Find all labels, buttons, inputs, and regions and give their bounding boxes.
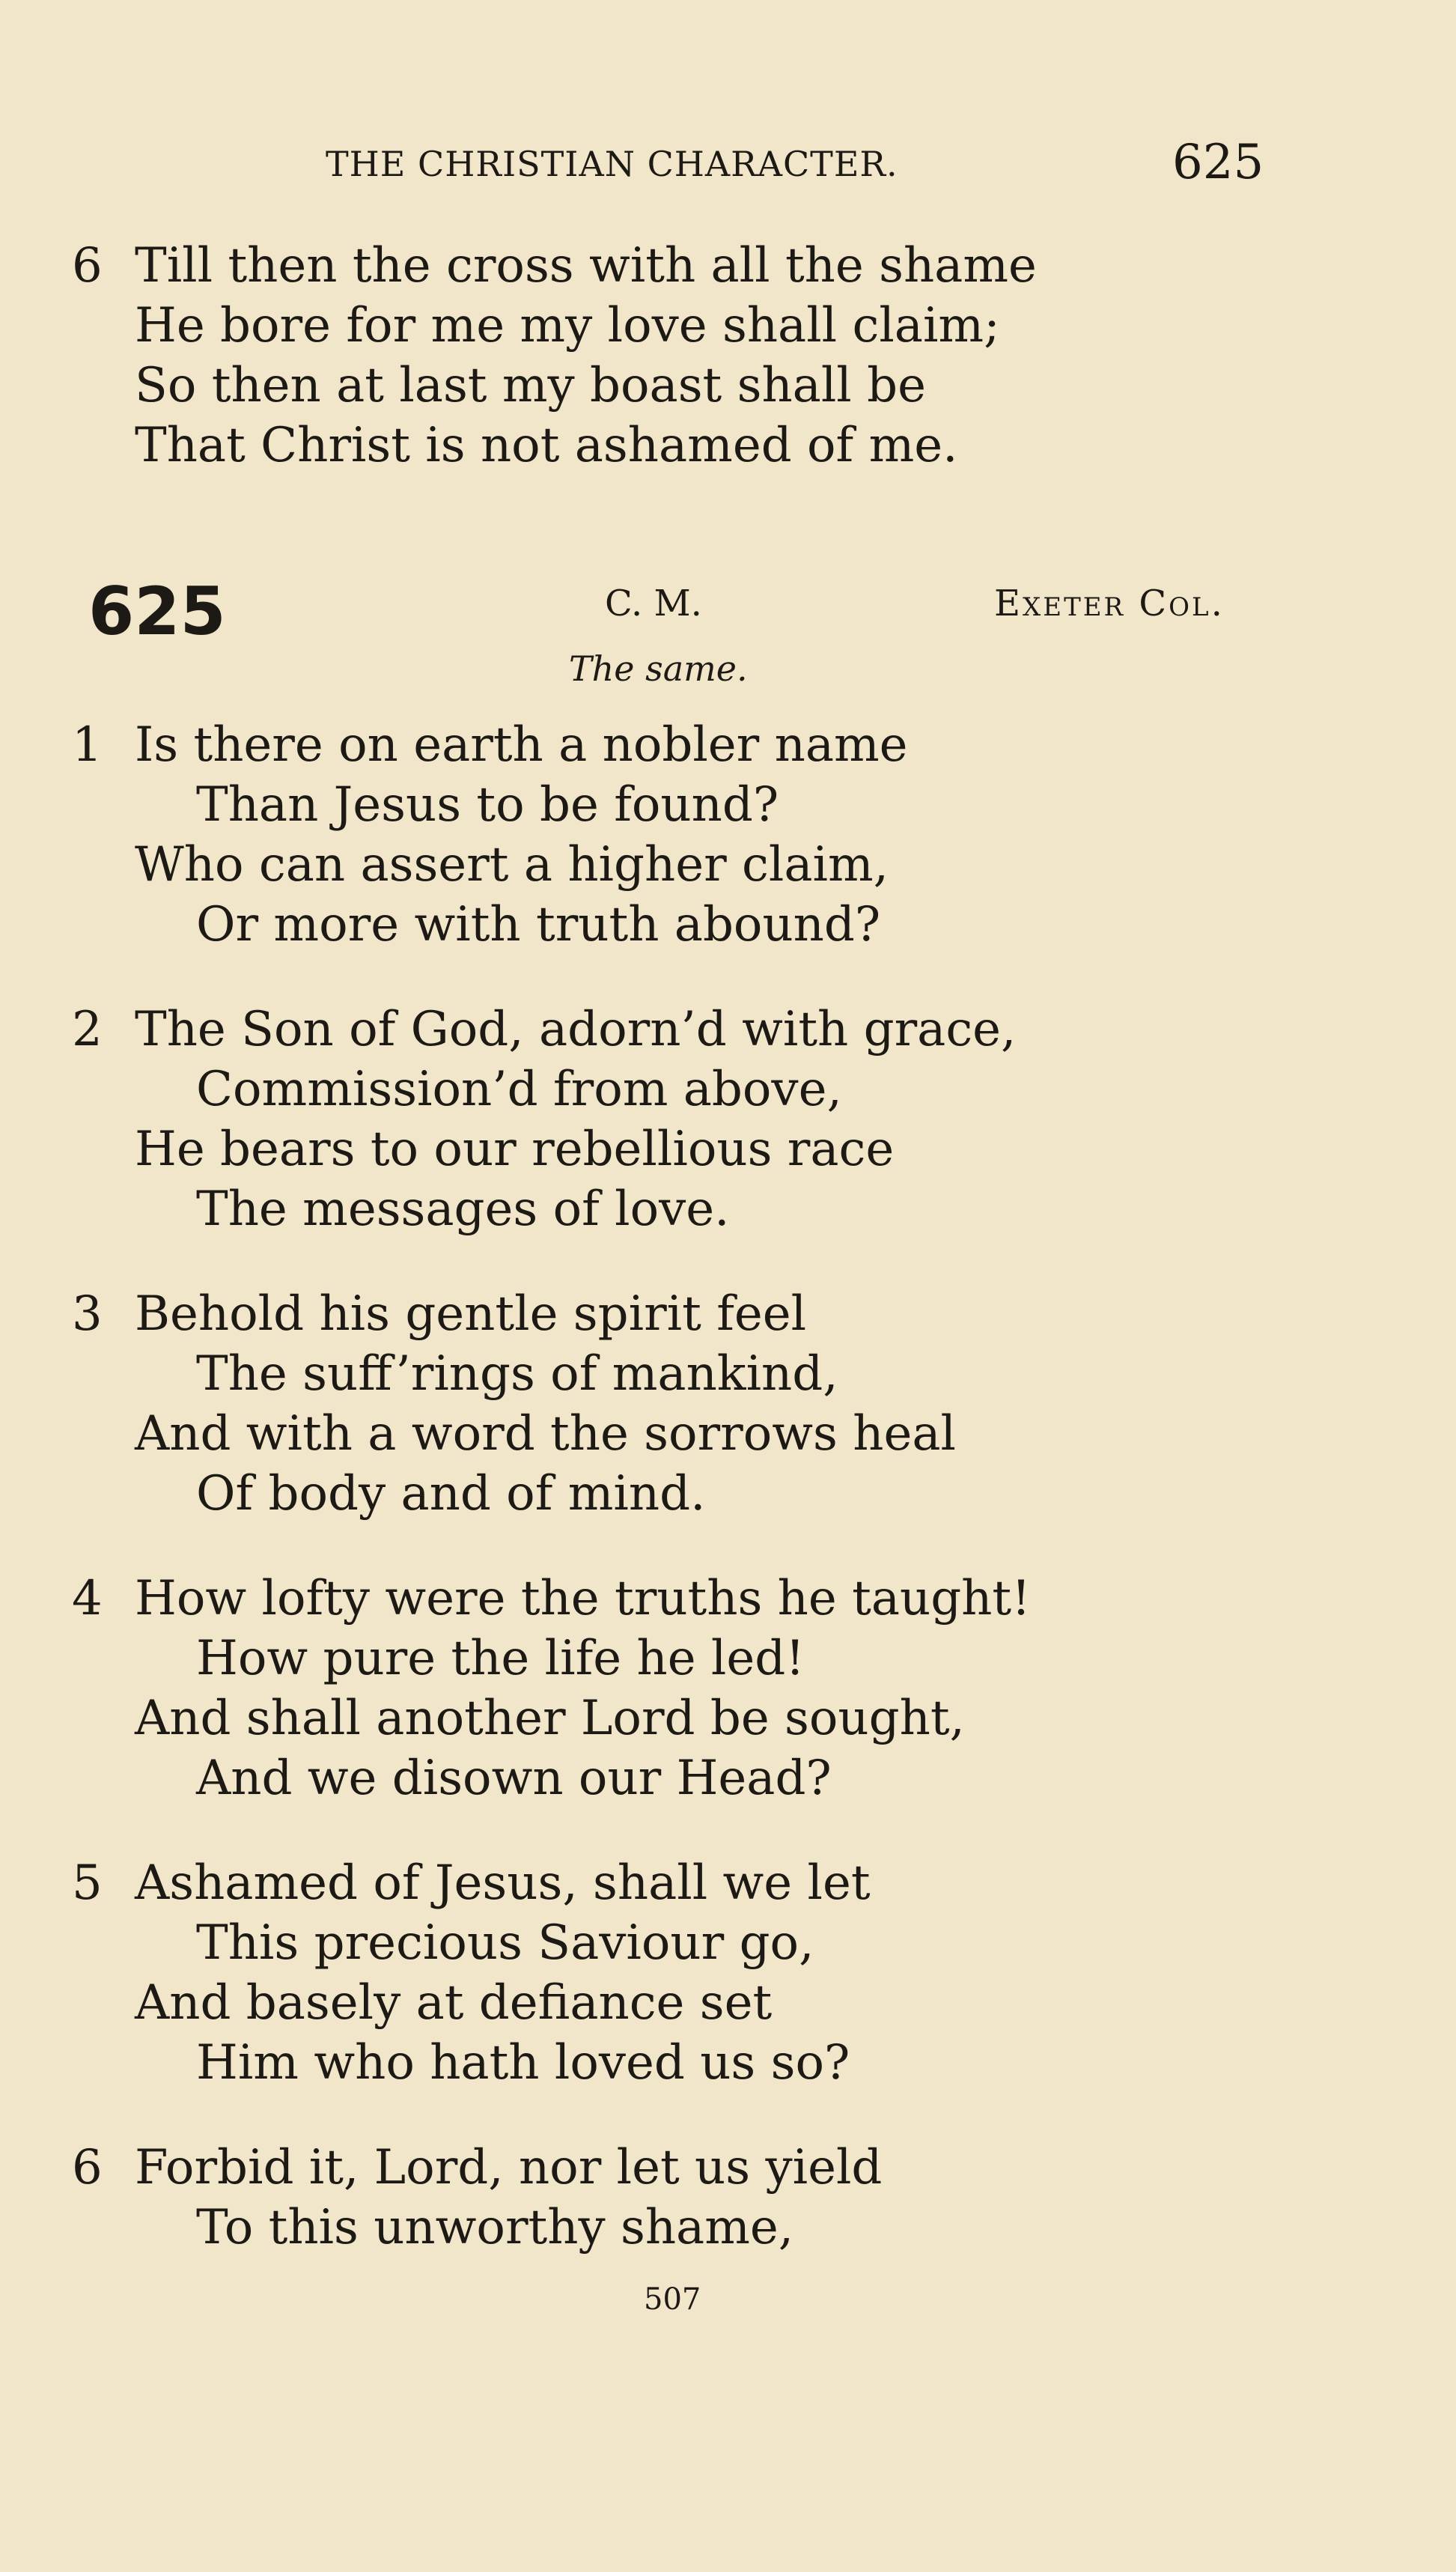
verse-line: The messages of love. <box>196 1182 730 1237</box>
running-head: THE CHRISTIAN CHARACTER. <box>326 144 898 184</box>
hymn-subtitle: The same. <box>569 648 748 689</box>
folio-number: 507 <box>644 2282 701 2317</box>
verse-line: To this unworthy shame, <box>196 2200 794 2255</box>
verse-line: And with a word the sorrows heal <box>135 1406 956 1462</box>
verse-line: And basely at defiance set <box>135 1975 773 2031</box>
verse-line: Forbid it, Lord, nor let us yield <box>135 2140 883 2195</box>
stanza-number: 4 <box>72 1571 103 1626</box>
stanza-number: 1 <box>72 717 103 773</box>
verse-line: How pure the life he led! <box>196 1631 805 1686</box>
tune-name: Exeter Col. <box>994 583 1225 624</box>
stanza-number: 3 <box>72 1286 103 1342</box>
verse-line: Is there on earth a nobler name <box>135 717 908 773</box>
stanza-number: 2 <box>72 1002 103 1057</box>
verse-line: And shall another Lord be sought, <box>135 1691 965 1746</box>
verse-line: Him who hath loved us so? <box>196 2035 850 2091</box>
stanza-number: 6 <box>72 238 103 294</box>
hymn-number: 625 <box>88 573 226 650</box>
verse-line: The suff’rings of mankind, <box>196 1346 838 1402</box>
verse-line: Who can assert a higher claim, <box>135 837 889 893</box>
verse-line: He bore for me my love shall claim; <box>135 298 1000 353</box>
page-number: 625 <box>1172 135 1264 190</box>
verse-line: Of body and of mind. <box>196 1466 706 1521</box>
stanza-number: 6 <box>72 2140 103 2195</box>
verse-line: Till then the cross with all the shame <box>135 238 1037 294</box>
stanza-number: 5 <box>72 1855 103 1911</box>
verse-line: Or more with truth abound? <box>196 897 881 952</box>
verse-line: Commission’d from above, <box>196 1062 842 1117</box>
verse-line: Behold his gentle spirit feel <box>135 1286 807 1342</box>
verse-line: Than Jesus to be found? <box>196 777 779 833</box>
verse-line: He bears to our rebellious race <box>135 1122 895 1177</box>
verse-line: So then at last my boast shall be <box>135 358 926 413</box>
verse-line: That Christ is not ashamed of me. <box>135 418 958 473</box>
verse-line: This precious Saviour go, <box>196 1915 814 1971</box>
verse-line: The Son of God, adorn’d with grace, <box>135 1002 1017 1057</box>
verse-line: How lofty were the truths he taught! <box>135 1571 1031 1626</box>
hymn-meter: C. M. <box>605 583 702 624</box>
verse-line: And we disown our Head? <box>196 1751 832 1806</box>
verse-line: Ashamed of Jesus, shall we let <box>135 1855 871 1911</box>
